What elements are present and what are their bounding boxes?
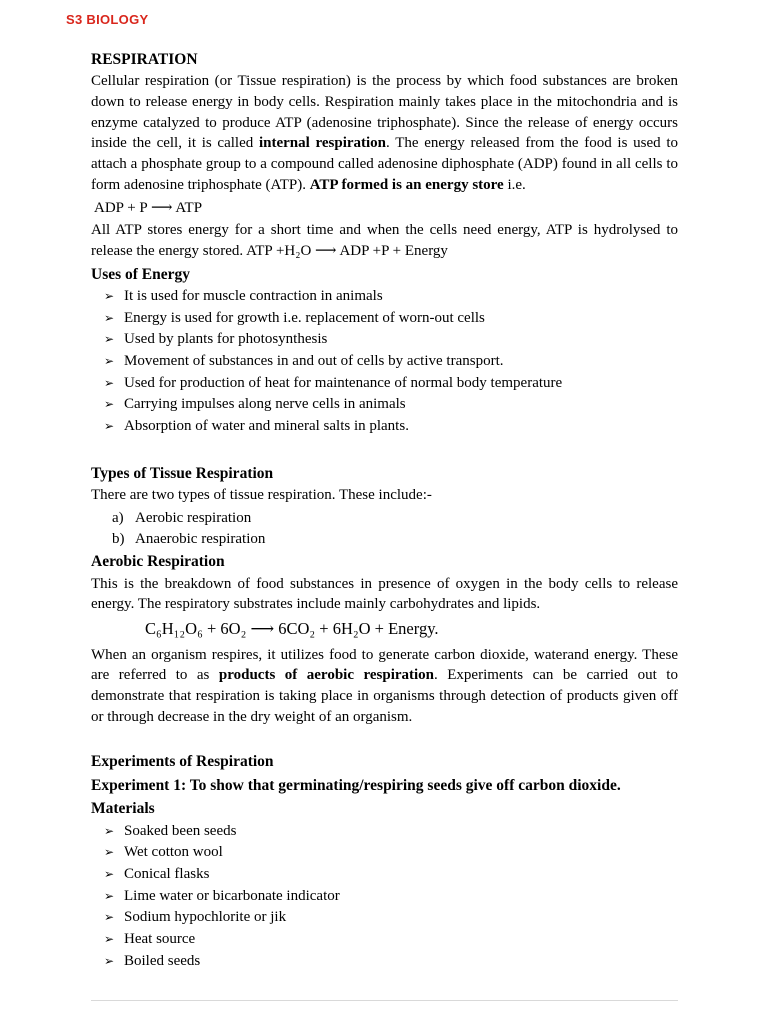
bold-term-products-of-aerobic-respiration: products of aerobic respiration bbox=[218, 667, 435, 684]
arrow-bullet-icon: ➢ bbox=[104, 910, 115, 925]
list-item bbox=[104, 394, 678, 415]
arrow-bullet-icon: ➢ bbox=[104, 375, 115, 390]
types-heading: Types of Tissue Respiration bbox=[91, 464, 274, 482]
list-item bbox=[104, 416, 678, 437]
list-item-text: Conical flasks bbox=[124, 865, 210, 882]
list-item bbox=[112, 508, 678, 529]
arrow-bullet-icon: ➢ bbox=[104, 888, 115, 903]
arrow-bullet-icon: ➢ bbox=[104, 932, 115, 947]
list-item-text: Soaked been seeds bbox=[124, 822, 237, 839]
list-letter: b) bbox=[112, 530, 125, 547]
arrow-bullet-icon: ➢ bbox=[104, 397, 115, 412]
list-item bbox=[104, 842, 678, 863]
arrow-bullet-icon: ➢ bbox=[104, 332, 115, 347]
list-item bbox=[104, 821, 678, 842]
adp-atp-reaction: ADP + P ⟶ ATP bbox=[94, 199, 203, 216]
bold-term-atp-energy-store: ATP formed is an energy store bbox=[309, 176, 504, 193]
document-page bbox=[0, 12, 768, 1001]
products-text: When an organism respires, it utilizes food to generate carbon dioxide, waterand energy. These are referred to as bbox=[91, 646, 678, 684]
document-body bbox=[91, 49, 678, 971]
list-item bbox=[104, 373, 678, 394]
list-item bbox=[104, 286, 678, 307]
list-item bbox=[104, 929, 678, 950]
intro-paragraph bbox=[91, 71, 678, 195]
types-intro: There are two types of tissue respiration. These include:- bbox=[91, 487, 432, 504]
uses-of-energy-list bbox=[91, 286, 678, 437]
list-item bbox=[104, 907, 678, 928]
aerobic-respiration-equation: C₆H₁₂O₆ + 6O₂ ⟶ 6CO₂ + 6H₂O + Energy. bbox=[145, 618, 439, 638]
list-item bbox=[104, 886, 678, 907]
arrow-bullet-icon: ➢ bbox=[104, 288, 115, 303]
list-item-text: Movement of substances in and out of cells by active transport. bbox=[124, 353, 504, 369]
list-item-text: It is used for muscle contraction in animals bbox=[124, 287, 383, 304]
list-letter: a) bbox=[112, 509, 124, 526]
doc-title: RESPIRATION bbox=[91, 51, 198, 68]
arrow-bullet-icon: ➢ bbox=[104, 953, 115, 968]
aerobic-heading: Aerobic Respiration bbox=[91, 553, 225, 571]
list-item-text: Used for production of heat for maintenance of normal body temperature bbox=[124, 374, 563, 391]
list-item bbox=[112, 529, 678, 550]
arrow-bullet-icon: ➢ bbox=[104, 823, 115, 838]
arrow-bullet-icon: ➢ bbox=[104, 419, 115, 434]
list-item bbox=[104, 329, 678, 350]
list-item-text: Heat source bbox=[124, 931, 196, 948]
arrow-bullet-icon: ➢ bbox=[104, 354, 115, 368]
list-item bbox=[104, 308, 678, 329]
list-item-text: Absorption of water and mineral salts in plants. bbox=[124, 418, 409, 435]
list-item-text: Anaerobic respiration bbox=[135, 530, 266, 547]
materials-heading: Materials bbox=[91, 800, 155, 818]
intro-text: i.e. bbox=[503, 176, 526, 193]
aerobic-paragraph: This is the breakdown of food substances in presence of oxygen in the body cells to release energy. The respiratory substrates include mainly carbohydrates and lipids. bbox=[91, 575, 678, 613]
list-item-text: Used by plants for photosynthesis bbox=[124, 331, 328, 348]
bold-term-internal-respiration: internal respiration bbox=[258, 135, 387, 152]
intro-text: Cellular respiration (or Tissue respiration) is the process by which food substances are broken down to release energy in body cells. Respiration mainly takes place in the mitochondria and is enzyme catalyzed to produce ATP (adenosine triphosphate). Since the release of energy occurs inside the cell, it is called bbox=[91, 73, 678, 152]
page-footer-divider bbox=[91, 1000, 678, 1001]
arrow-bullet-icon: ➢ bbox=[104, 310, 115, 325]
list-item-text: Lime water or bicarbonate indicator bbox=[124, 887, 340, 904]
products-paragraph bbox=[91, 645, 678, 728]
products-text: . Experiments can be carried out to demonstrate that respiration is taking place in organisms through detection of products given off or through decrease in the dry weight of an organism. bbox=[91, 667, 678, 725]
uses-of-energy-heading: Uses of Energy bbox=[91, 265, 191, 283]
arrow-bullet-icon: ➢ bbox=[104, 866, 115, 881]
list-item-text: Carrying impulses along nerve cells in animals bbox=[124, 396, 406, 413]
list-item-text: Boiled seeds bbox=[124, 952, 201, 969]
list-item bbox=[104, 864, 678, 885]
list-item bbox=[104, 951, 678, 972]
materials-list bbox=[91, 821, 678, 972]
experiment1-title: Experiment 1: To show that germinating/respiring seeds give off carbon dioxide. bbox=[91, 776, 621, 794]
intro-text: . The energy released from the food is used to attach a phosphate group to a compound called adenosine diphosphate (ADP) found in all cells to form adenosine triphosphate (ATP). bbox=[91, 135, 678, 193]
list-item bbox=[104, 351, 678, 372]
arrow-bullet-icon: ➢ bbox=[104, 845, 115, 860]
list-item-text: Wet cotton wool bbox=[124, 844, 223, 861]
course-label: S3 BIOLOGY bbox=[66, 12, 149, 27]
list-item-text: Energy is used for growth i.e. replacement of worn-out cells bbox=[124, 309, 485, 326]
list-item-text: Sodium hypochlorite or jik bbox=[124, 909, 287, 926]
atp-hydrolysis-paragraph: All ATP stores energy for a short time and when the cells need energy, ATP is hydrolysed to release the energy stored. ATP +H₂O ⟶ ADP +P + Energy bbox=[91, 222, 678, 259]
experiments-heading: Experiments of Respiration bbox=[91, 753, 274, 771]
list-item-text: Aerobic respiration bbox=[135, 509, 252, 526]
types-list bbox=[91, 508, 678, 549]
